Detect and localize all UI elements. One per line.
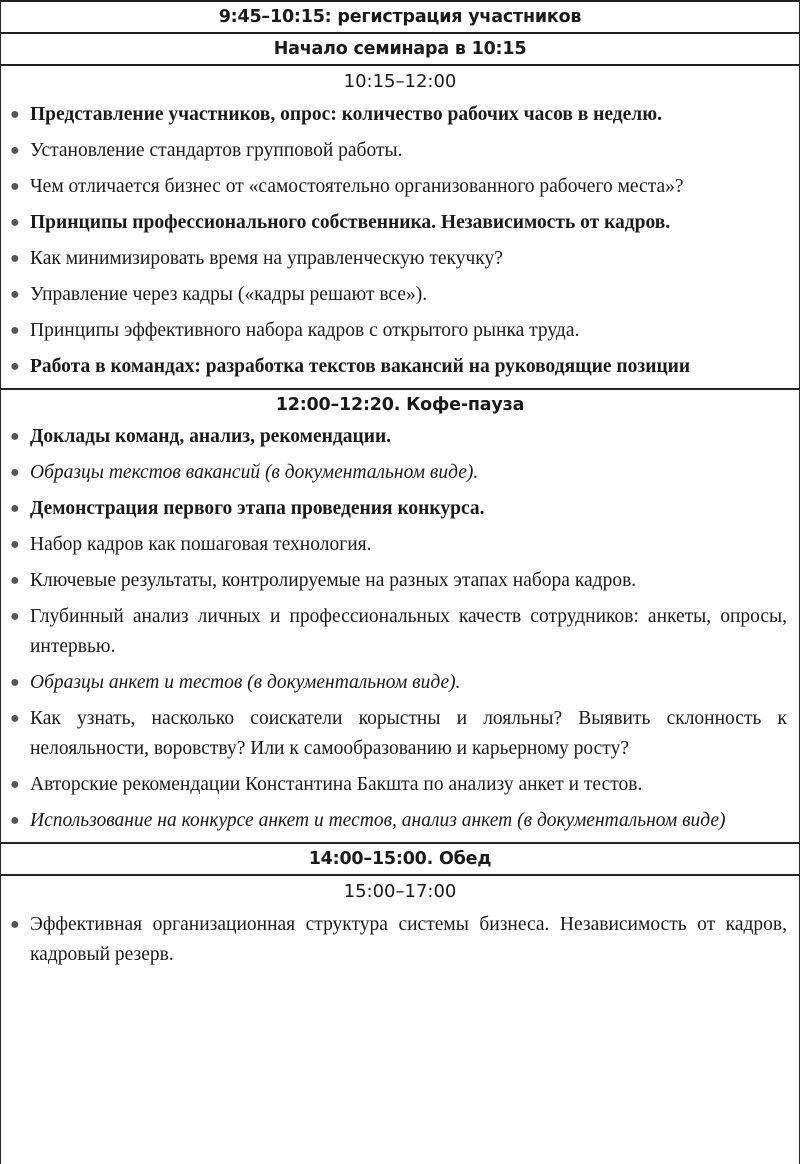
bullet-icon: ● <box>10 710 20 727</box>
seminar-start-row: Начало семинара в 10:15 <box>1 32 799 64</box>
bullet-icon: ● <box>10 464 20 481</box>
session1-time: 10:15–12:00 <box>1 64 799 98</box>
bullet-icon: ● <box>10 250 20 267</box>
list-item: ● Установление стандартов групповой работы. <box>1 136 799 166</box>
bullet-icon: ● <box>10 916 20 933</box>
bullet-icon: ● <box>10 214 20 231</box>
session2-list <box>1 420 799 836</box>
registration-row: 9:45–10:15: регистрация участников <box>1 0 799 32</box>
session1-list <box>1 98 799 382</box>
list-item: ● Набор кадров как пошаговая технология. <box>1 530 799 560</box>
bullet-icon: ● <box>10 142 20 159</box>
list-item: ● Принципы профессионального собственника. Независимость от кадров. <box>1 208 799 238</box>
list-item: ● Авторские рекомендации Константина Бакшта по анализу анкет и тестов. <box>1 770 799 800</box>
coffee-break-row: 12:00–12:20. Кофе-пауза <box>1 388 799 420</box>
list-item: ● Использование на конкурсе анкет и тестов, анализ анкет (в документальном виде) <box>1 806 799 836</box>
list-item: ● Демонстрация первого этапа проведения конкурса. <box>1 494 799 524</box>
list-item: ● Как узнать, насколько соискатели корыстны и лояльны? Выявить склонность к нелояльности, воровству? Или к самообразованию и карьерному росту? <box>1 704 799 764</box>
session3-list <box>1 908 799 970</box>
bullet-icon: ● <box>10 106 20 123</box>
bullet-icon: ● <box>10 358 20 375</box>
bullet-icon: ● <box>10 812 20 829</box>
lunch-row: 14:00–15:00. Обед <box>1 842 799 874</box>
bullet-icon: ● <box>10 536 20 553</box>
list-item: ● Как минимизировать время на управленческую текучку? <box>1 244 799 274</box>
list-item: ● Образцы текстов вакансий (в документальном виде). <box>1 458 799 488</box>
bullet-icon: ● <box>10 608 20 625</box>
bullet-icon: ● <box>10 286 20 303</box>
list-item: ● Образцы анкет и тестов (в документальном виде). <box>1 668 799 698</box>
list-item: ● Принципы эффективного набора кадров с открытого рынка труда. <box>1 316 799 346</box>
bullet-icon: ● <box>10 674 20 691</box>
list-item: ● Управление через кадры («кадры решают все»). <box>1 280 799 310</box>
bullet-icon: ● <box>10 572 20 589</box>
bullet-icon: ● <box>10 428 20 445</box>
list-item: ● Глубинный анализ личных и профессиональных качеств сотрудников: анкеты, опросы, интервью. <box>1 602 799 662</box>
list-item: ● Чем отличается бизнес от «самостоятельно организованного рабочего места»? <box>1 172 799 202</box>
list-item: ● Эффективная организационная структура системы бизнеса. Независимость от кадров, кадровый резерв. <box>1 910 799 970</box>
bullet-icon: ● <box>10 500 20 517</box>
list-item: ● Представление участников, опрос: количество рабочих часов в неделю. <box>1 100 799 130</box>
list-item: ● Работа в командах: разработка текстов вакансий на руководящие позиции <box>1 352 799 382</box>
list-item: ● Ключевые результаты, контролируемые на разных этапах набора кадров. <box>1 566 799 596</box>
session3-time: 15:00–17:00 <box>1 874 799 908</box>
bullet-icon: ● <box>10 776 20 793</box>
list-item: ● Доклады команд, анализ, рекомендации. <box>1 422 799 452</box>
bullet-icon: ● <box>10 178 20 195</box>
bullet-icon: ● <box>10 322 20 339</box>
